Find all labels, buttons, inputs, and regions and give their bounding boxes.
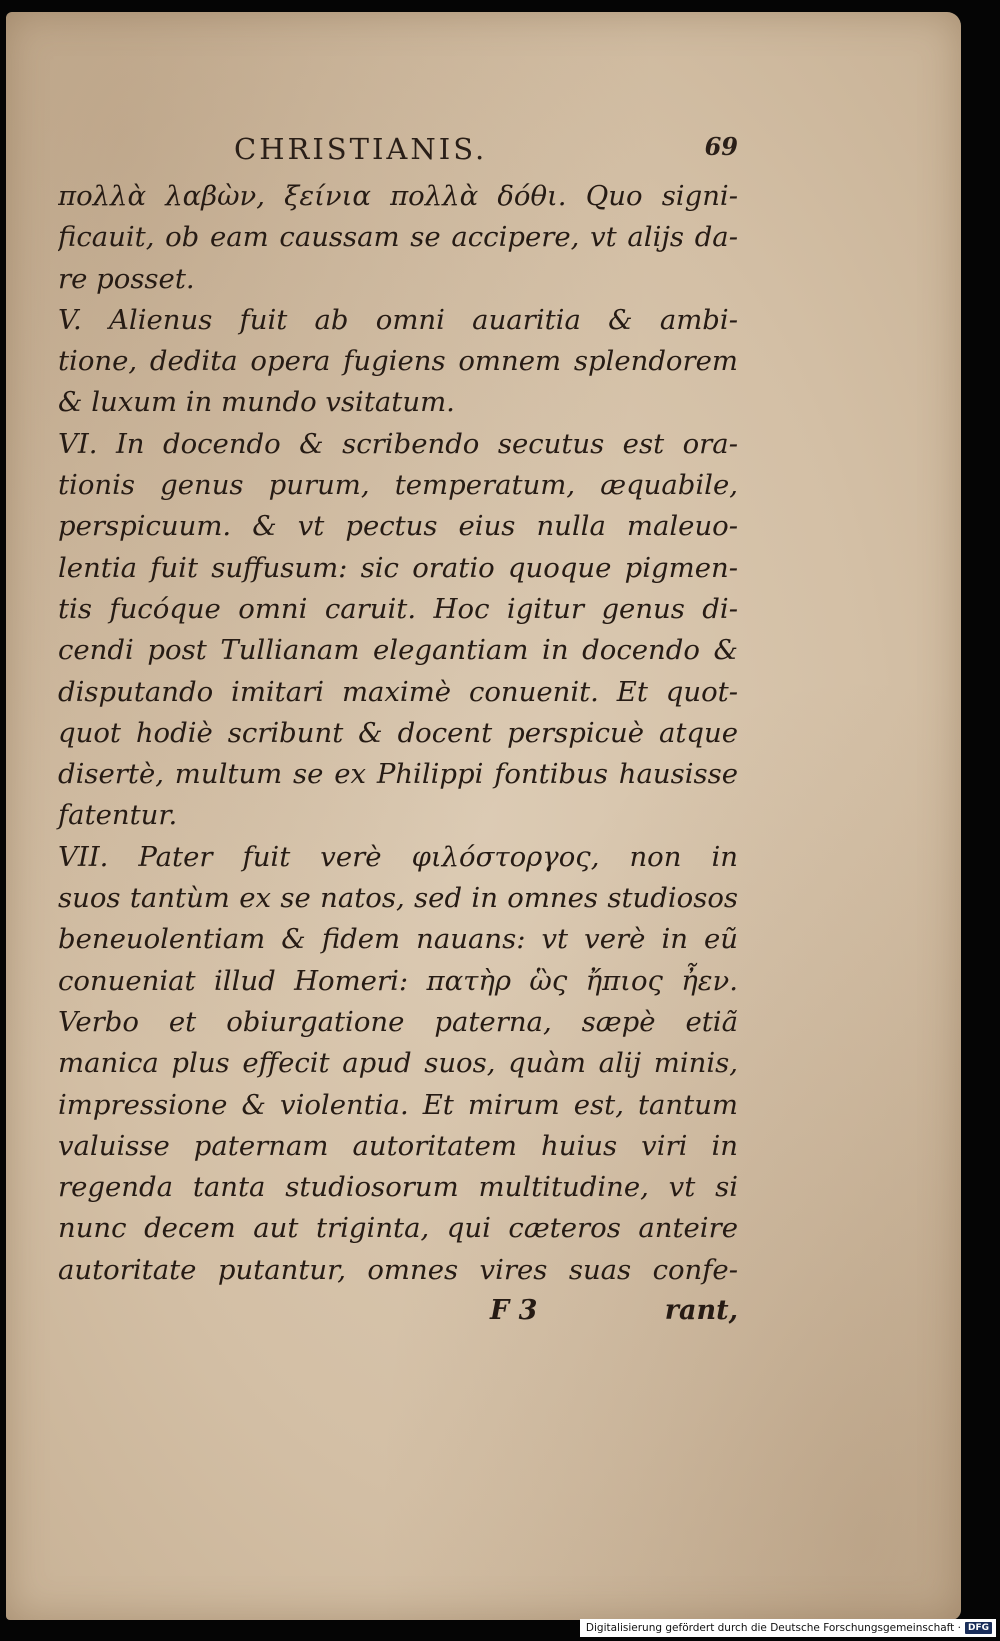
text-line: re posset.: [58, 262, 195, 295]
text-line: lentia fuit suffusum: sic oratio quoque pigmen-: [58, 551, 738, 584]
text-line: VI. In docendo & scribendo secutus est ora-: [58, 427, 738, 460]
body-text: [58, 176, 738, 1291]
signature-mark: F 3: [490, 1295, 538, 1327]
text-line: conueniat illud Homeri: πατὴρ ὣς ἤπιος ἦεν.: [58, 964, 738, 997]
text-line: ficauit, ob eam caussam se accipere, vt alijs da-: [58, 221, 738, 254]
text-line: Verbo et obiurgatione paterna, sæpè etiã: [58, 1005, 738, 1038]
text-line: autoritate putantur, omnes vires suas confe-: [58, 1253, 738, 1286]
book-page: [6, 12, 961, 1620]
digitization-credit: Digitalisierung gefördert durch die Deutsche Forschungsgemeinschaft ·: [585, 1622, 961, 1634]
catchline: [58, 1291, 738, 1337]
text-line: πολλὰ λαβὼν, ξείνια πολλὰ δόθι. Quo signi-: [58, 180, 738, 212]
text-line: & luxum in mundo vsitatum.: [58, 386, 455, 419]
text-line: tis fucóque omni caruit. Hoc igitur genus di-: [58, 592, 738, 625]
text-block: [58, 120, 738, 1337]
dfg-logo: DFG: [965, 1622, 992, 1634]
text-line: suos tantùm ex se natos, sed in omnes studiosos: [58, 882, 738, 915]
text-line: valuisse paternam autoritatem huius viri in: [58, 1129, 738, 1162]
text-line: VII. Pater fuit verè φιλόστοργος, non in: [58, 840, 738, 873]
text-line: regenda tanta studiosorum multitudine, vt si: [58, 1171, 738, 1204]
text-line: beneuolentiam & fidem nauans: vt verè in eũ: [58, 923, 738, 956]
catchword: rant,: [664, 1295, 738, 1327]
text-line: manica plus effecit apud suos, quàm alij minis,: [58, 1047, 738, 1080]
text-line: disertè, multum se ex Philippi fontibus hausisse: [58, 758, 738, 791]
text-line: perspicuum. & vt pectus eius nulla maleuo-: [58, 510, 738, 543]
running-head: CHRISTIANIS.: [234, 132, 488, 166]
text-line: tione, dedita opera fugiens omnem splendorem: [58, 345, 738, 378]
text-line: fatentur.: [58, 799, 178, 832]
text-line: nunc decem aut triginta, qui cæteros anteire: [58, 1212, 738, 1245]
text-line: tionis genus purum, temperatum, æquabile,: [58, 469, 738, 502]
text-line: impressione & violentia. Et mirum est, tantum: [58, 1088, 738, 1121]
text-line: quot hodiè scribunt & docent perspicuè atque: [58, 716, 738, 749]
text-line: cendi post Tullianam elegantiam in docendo &: [58, 634, 738, 667]
text-line: V. Alienus fuit ab omni auaritia & ambi-: [58, 303, 738, 336]
page-header: [58, 120, 738, 176]
page-number: 69: [704, 132, 738, 161]
text-line: disputando imitari maximè conuenit. Et quot-: [58, 675, 738, 708]
digitization-credit-banner: [580, 1619, 996, 1637]
